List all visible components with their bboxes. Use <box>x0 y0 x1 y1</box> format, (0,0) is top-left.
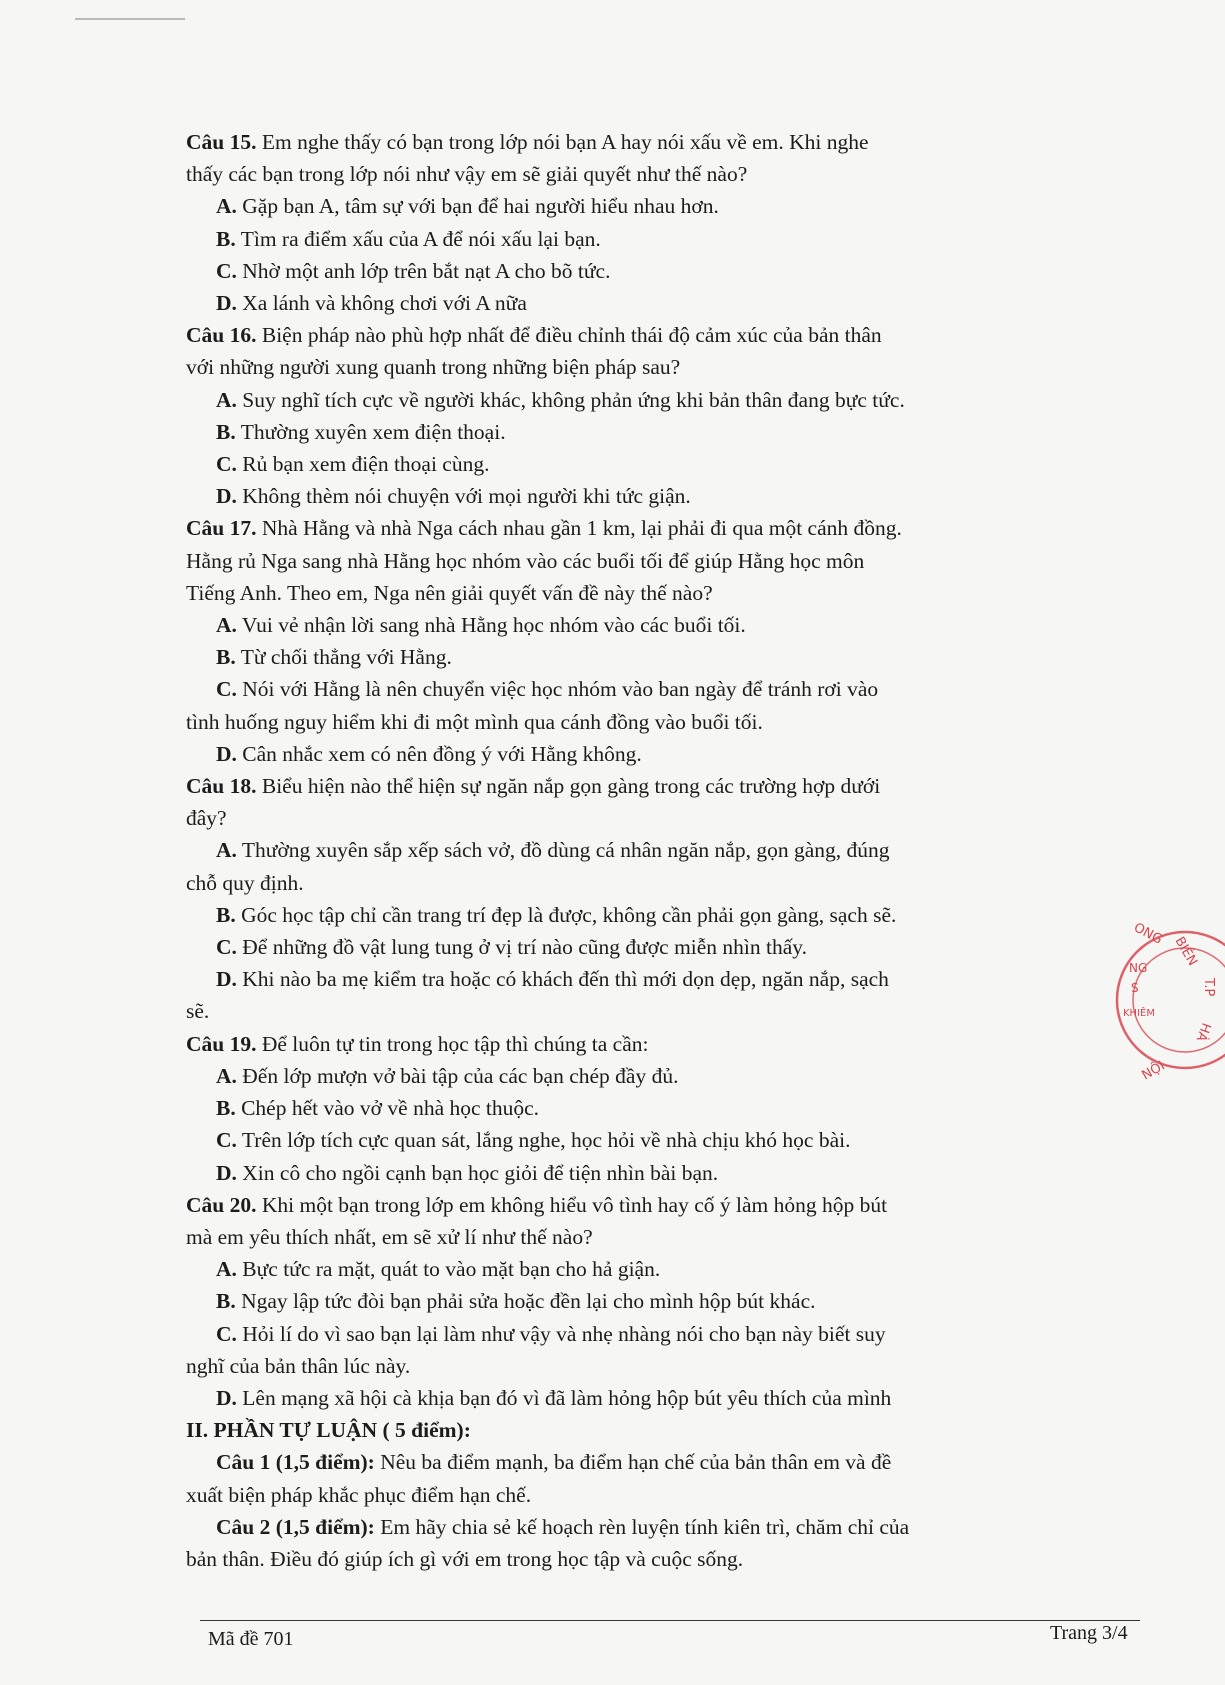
answer-option <box>186 1318 1136 1350</box>
essay-label: Câu 1 (1,5 điểm): <box>216 1450 375 1475</box>
option-text: Nhờ một anh lớp trên bắt nạt A cho bõ tức. <box>242 258 611 283</box>
essay-text: xuất biện pháp khắc phục điểm hạn chế. <box>186 1482 532 1507</box>
question-line <box>186 126 1136 158</box>
option-letter: B. <box>216 419 236 444</box>
option-letter: A. <box>216 613 237 638</box>
option-letter: C. <box>216 1321 237 1346</box>
answer-option <box>186 641 1136 673</box>
question-line <box>186 1028 1136 1060</box>
option-text: Suy nghĩ tích cực về người khác, không phản ứng khi bản thân đang bực tức. <box>242 387 905 412</box>
option-letter: D. <box>216 484 237 509</box>
option-text: Chép hết vào vở về nhà học thuộc. <box>241 1096 540 1121</box>
answer-option <box>186 706 1136 738</box>
answer-option <box>186 1253 1136 1285</box>
answer-option <box>186 1382 1136 1414</box>
question-line <box>186 1189 1136 1221</box>
option-text: Góc học tập chỉ cần trang trí đẹp là được, không cần phải gọn gàng, sạch sẽ. <box>241 902 897 927</box>
answer-option <box>186 1350 1136 1382</box>
option-text: Trên lớp tích cực quan sát, lắng nghe, học hỏi về nhà chịu khó học bài. <box>241 1128 851 1153</box>
answer-option <box>186 223 1136 255</box>
option-letter: A. <box>216 194 237 219</box>
option-letter: D. <box>216 1385 237 1410</box>
option-letter: B. <box>216 902 236 927</box>
option-letter: C. <box>216 258 237 283</box>
essay-question <box>186 1511 1136 1543</box>
answer-option <box>186 738 1136 770</box>
question-text: Nhà Hằng và nhà Nga cách nhau gần 1 km, lại phải đi qua một cánh đồng. <box>261 516 902 541</box>
answer-option <box>186 190 1136 222</box>
question-line <box>186 158 1136 190</box>
option-text: Để những đồ vật lung tung ở vị trí nào cũng được miễn nhìn thấy. <box>242 935 808 960</box>
option-text: sẽ. <box>186 999 210 1024</box>
option-letter: D. <box>216 967 237 992</box>
scan-artifact <box>75 18 185 20</box>
option-text: Tìm ra điểm xấu của A để nói xấu lại bạn. <box>240 226 601 251</box>
option-text: Không thèm nói chuyện với mọi người khi tức giận. <box>242 484 691 509</box>
question-line <box>186 1221 1136 1253</box>
option-letter: B. <box>216 1096 236 1121</box>
option-text: Ngay lập tức đòi bạn phải sửa hoặc đền lại cho mình hộp bút khác. <box>241 1289 816 1314</box>
option-letter: D. <box>216 741 237 766</box>
question-number: Câu 17. <box>186 516 257 541</box>
option-text: Nói với Hằng là nên chuyển việc học nhóm vào ban ngày để tránh rơi vào <box>242 677 879 702</box>
option-letter: C. <box>216 1128 237 1153</box>
stamp-text-3: T.P <box>1201 978 1216 997</box>
question-number: Câu 19. <box>186 1031 257 1056</box>
option-letter: A. <box>216 1063 237 1088</box>
option-letter: B. <box>216 1289 236 1314</box>
answer-option <box>186 287 1136 319</box>
option-letter: D. <box>216 1160 237 1185</box>
option-text: Gặp bạn A, tâm sự với bạn để hai người hiểu nhau hơn. <box>242 194 719 219</box>
answer-option <box>186 609 1136 641</box>
option-text: Cân nhắc xem có nên đồng ý với Hằng không. <box>242 741 642 766</box>
question-number: Câu 20. <box>186 1192 257 1217</box>
stamp-text-7: S <box>1131 981 1139 995</box>
stamp-text-5: NỘI <box>1139 1058 1168 1084</box>
question-line <box>186 802 1136 834</box>
answer-option <box>186 963 1136 995</box>
answer-option <box>186 1060 1136 1092</box>
answer-option <box>186 384 1136 416</box>
option-text: tình huống nguy hiểm khi đi một mình qua cánh đồng vào buổi tối. <box>186 709 763 734</box>
answer-option <box>186 673 1136 705</box>
page-number: Trang 3/4 <box>1050 1622 1128 1644</box>
option-letter: C. <box>216 452 237 477</box>
option-letter: A. <box>216 838 237 863</box>
option-letter: C. <box>216 677 237 702</box>
exam-content <box>186 126 1136 1575</box>
stamp-text-4: HÀ <box>1192 1020 1214 1044</box>
question-text: Để luôn tự tin trong học tập thì chúng ta cần: <box>261 1031 649 1056</box>
option-letter: A. <box>216 1257 237 1282</box>
question-line <box>186 577 1136 609</box>
question-text: Hằng rủ Nga sang nhà Hằng học nhóm vào các buổi tối để giúp Hằng học môn <box>186 548 865 573</box>
essay-question <box>186 1446 1136 1478</box>
question-text: Khi một bạn trong lớp em không hiểu vô tình hay cố ý làm hỏng hộp bút <box>261 1192 888 1217</box>
essay-text: Em hãy chia sẻ kế hoạch rèn luyện tính kiên trì, chăm chỉ của <box>374 1514 910 1539</box>
option-text: chỗ quy định. <box>186 870 304 895</box>
stamp-text-6: NG <box>1129 961 1148 975</box>
option-letter: A. <box>216 387 237 412</box>
stamp-text-1: ONG <box>1131 920 1165 948</box>
question-number: Câu 18. <box>186 774 257 799</box>
option-text: Thường xuyên sắp xếp sách vở, đồ dùng cá nhân ngăn nắp, gọn gàng, đúng <box>241 838 890 863</box>
question-line <box>186 351 1136 383</box>
option-text: Thường xuyên xem điện thoại. <box>240 419 506 444</box>
option-text: Rủ bạn xem điện thoại cùng. <box>242 452 490 477</box>
option-text: Lên mạng xã hội cà khịa bạn đó vì đã làm hỏng hộp bút yêu thích của mình <box>242 1385 892 1410</box>
question-text: đây? <box>186 806 227 831</box>
question-line <box>186 545 1136 577</box>
section-title <box>186 1414 1136 1446</box>
question-text: Biện pháp nào phù hợp nhất để điều chỉnh thái độ cảm xúc của bản thân <box>261 323 882 348</box>
stamp-graphic <box>1115 900 1225 1100</box>
option-letter: B. <box>216 226 236 251</box>
option-text: Xin cô cho ngồi cạnh bạn học giỏi để tiện nhìn bài bạn. <box>242 1160 719 1185</box>
question-text: thấy các bạn trong lớp nói như vậy em sẽ giải quyết như thế nào? <box>186 162 748 187</box>
answer-option <box>186 448 1136 480</box>
stamp-text-2: BIÊN <box>1171 934 1200 969</box>
answer-option <box>186 255 1136 287</box>
answer-option <box>186 834 1136 866</box>
option-letter: B. <box>216 645 236 670</box>
answer-option <box>186 867 1136 899</box>
option-text: Xa lánh và không chơi với A nữa <box>242 291 527 316</box>
option-letter: D. <box>216 291 237 316</box>
question-number: Câu 16. <box>186 323 257 348</box>
stamp-text-8: KHIÊM <box>1123 1008 1155 1019</box>
answer-option <box>186 416 1136 448</box>
option-text: Bực tức ra mặt, quát to vào mặt bạn cho hả giận. <box>242 1257 661 1282</box>
red-stamp <box>1115 900 1225 1100</box>
option-text: Đến lớp mượn vở bài tập của các bạn chép đầy đủ. <box>242 1063 679 1088</box>
question-text: Tiếng Anh. Theo em, Nga nên giải quyết vấn đề này thế nào? <box>186 580 713 605</box>
option-text: Khi nào ba mẹ kiểm tra hoặc có khách đến thì mới dọn dẹp, ngăn nắp, sạch <box>242 967 889 992</box>
option-text: Hỏi lí do vì sao bạn lại làm như vậy và nhẹ nhàng nói cho bạn này biết suy <box>242 1321 886 1346</box>
question-line <box>186 770 1136 802</box>
question-text: với những người xung quanh trong những biện pháp sau? <box>186 355 681 380</box>
question-number: Câu 15. <box>186 130 257 154</box>
footer-divider <box>200 1620 1140 1621</box>
option-text: Vui vẻ nhận lời sang nhà Hằng học nhóm vào các buổi tối. <box>241 613 746 638</box>
essay-question <box>186 1543 1136 1575</box>
answer-option <box>186 1124 1136 1156</box>
option-text: nghĩ của bản thân lúc này. <box>186 1353 411 1378</box>
question-text: mà em yêu thích nhất, em sẽ xử lí như thế nào? <box>186 1224 593 1249</box>
question-line <box>186 319 1136 351</box>
answer-option <box>186 480 1136 512</box>
answer-option <box>186 995 1136 1027</box>
answer-option <box>186 899 1136 931</box>
question-text: Em nghe thấy có bạn trong lớp nói bạn A hay nói xấu về em. Khi nghe <box>261 130 869 154</box>
essay-text: bản thân. Điều đó giúp ích gì với em trong học tập và cuộc sống. <box>186 1546 744 1571</box>
answer-option <box>186 931 1136 963</box>
answer-option <box>186 1092 1136 1124</box>
essay-question <box>186 1479 1136 1511</box>
answer-option <box>186 1157 1136 1189</box>
essay-label: Câu 2 (1,5 điểm): <box>216 1514 375 1539</box>
option-text: Từ chối thẳng với Hằng. <box>240 645 452 670</box>
question-text: Biểu hiện nào thể hiện sự ngăn nắp gọn gàng trong các trường hợp dưới <box>261 774 881 799</box>
essay-text: Nêu ba điểm mạnh, ba điểm hạn chế của bản thân em và đề <box>374 1450 892 1475</box>
section-title-text: II. PHẦN TỰ LUẬN ( 5 điểm): <box>186 1418 471 1443</box>
question-line <box>186 512 1136 544</box>
answer-option <box>186 1285 1136 1317</box>
option-letter: C. <box>216 935 237 960</box>
exam-code: Mã đề 701 <box>208 1628 294 1650</box>
